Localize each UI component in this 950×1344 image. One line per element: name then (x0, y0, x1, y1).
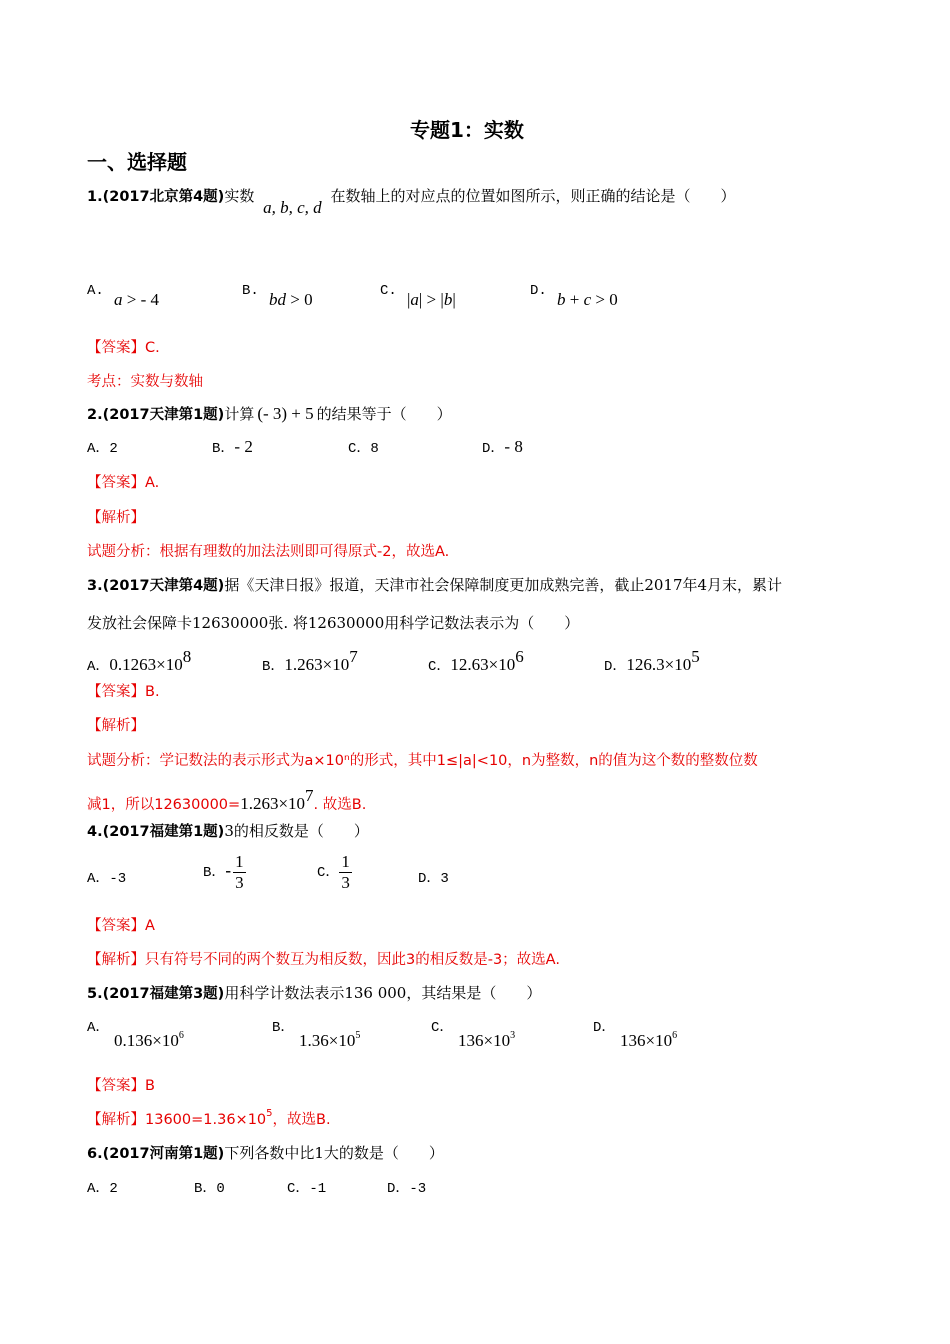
q3-analysis-line1: 试题分析：学记数法的表示形式为a×10ⁿ的形式，其中1≤|a|<10，n为整数，n的值为这个数的整数位数 (87, 753, 758, 769)
fraction: $\frac{1}{3}$ (235, 852, 244, 892)
question-number: 1. (87, 189, 103, 205)
question-3-line2: 发放社会保障卡12630000张. 将12630000用科学记数法表示为（ ） (87, 614, 580, 632)
q6-option-d: D．-3 (387, 1181, 427, 1197)
question-6 (87, 1142, 444, 1163)
q5-option-c-label: C． (431, 1020, 454, 1036)
q6-option-c: C．-1 (287, 1181, 327, 1197)
question-text: 实数 (224, 187, 255, 205)
q6-option-a: A．2 (87, 1181, 118, 1197)
q5-option-d: $136\times 10^6$ (620, 1030, 678, 1050)
q5-option-b: $1.36\times 10^5$ (299, 1030, 361, 1050)
q5-option-d-label: D． (593, 1020, 616, 1036)
question-number: 5. (87, 986, 103, 1002)
q1-answer: 【答案】C. (87, 340, 160, 356)
question-expression: (- 3) + 5 (257, 404, 314, 423)
q1-option-c-label: C. (380, 283, 397, 299)
q4-analysis: 【解析】只有符号不同的两个数互为相反数，因此3的相反数是-3；故选A. (87, 952, 560, 968)
q5-option-a-label: A． (87, 1020, 110, 1036)
q5-option-a: $0.136\times 10^6$ (114, 1030, 184, 1050)
q3-analysis-line2: 减1，所以$12630000=1.263\times 10^7$. 故选B. (87, 786, 367, 813)
q1-option-a: a > - 4 (114, 290, 159, 309)
question-text: 计算 (224, 405, 255, 423)
q4-option-a: A．-3 (87, 871, 127, 887)
question-text: 据《天津日报》报道，天津市社会保障制度更加成熟完善，截止2017年4月末，累计 (224, 576, 783, 594)
q3-answer: 【答案】B. (87, 684, 160, 700)
q5-analysis: 【解析】$13600=1.36\times 10^5$，故选B. (87, 1108, 331, 1128)
q1-option-c: |a| > |b| (407, 290, 456, 309)
question-number: 2. (87, 407, 103, 423)
question-number: 6. (87, 1146, 103, 1162)
question-2 (87, 403, 452, 424)
question-source: (2017天津第4题) (102, 578, 225, 594)
question-source: (2017福建第1题) (102, 824, 225, 840)
q1-option-a-label: A. (87, 283, 104, 299)
q2-analysis: 试题分析：根据有理数的加法法则即可得原式-2，故选A. (87, 544, 450, 560)
q2-option-a: A．2 (87, 441, 118, 457)
q6-option-b: B．0 (194, 1181, 225, 1197)
q4-answer: 【答案】A (87, 918, 155, 934)
question-source: (2017天津第1题) (102, 407, 225, 423)
q3-option-d: D．$126.3\times 10^5$ (604, 647, 700, 675)
q5-option-b-label: B． (272, 1020, 295, 1036)
question-source: (2017福建第3题) (102, 986, 225, 1002)
q2-option-d: D．- 8 (482, 437, 523, 457)
question-text: 下列各数中比1大的数是（ ） (224, 1144, 444, 1162)
q1-option-b: bd > 0 (269, 290, 313, 309)
question-text-tail: 在数轴上的对应点的位置如图所示，则正确的结论是（ ） (330, 187, 736, 205)
question-source: (2017北京第4题) (102, 189, 225, 205)
q2-analysis-label: 【解析】 (87, 510, 145, 526)
question-5 (87, 982, 541, 1003)
q4-option-d: D．3 (418, 871, 449, 887)
q2-answer: 【答案】A. (87, 475, 160, 491)
q3-option-c: C．$12.63\times 10^6$ (428, 647, 524, 675)
q1-option-d: b + c > 0 (557, 290, 618, 309)
q2-option-b: B．- 2 (212, 437, 253, 457)
q1-option-d-label: D. (530, 283, 547, 299)
q3-option-a: A．$0.1263\times 10^8$ (87, 647, 192, 675)
q5-option-c: $136\times 10^3$ (458, 1030, 516, 1050)
question-text: 3的相反数是（ ） (224, 822, 369, 840)
question-variables: a, b, c, d (263, 198, 322, 217)
q1-note: 考点：实数与数轴 (87, 374, 203, 390)
question-number: 4. (87, 824, 103, 840)
q4-option-c: C． $\frac{1}{3}$ (317, 852, 350, 892)
q4-option-b: B．- $\frac{1}{3}$ (203, 852, 244, 892)
q1-option-b-label: B. (242, 283, 259, 299)
question-4 (87, 820, 369, 841)
question-number: 3. (87, 578, 103, 594)
page-title: 专题1：实数 (410, 118, 524, 142)
question-source: (2017河南第1题) (102, 1146, 225, 1162)
q3-option-b: B．$1.263\times 10^7$ (262, 647, 358, 675)
q3-analysis-label: 【解析】 (87, 718, 145, 734)
question-1 (87, 185, 736, 217)
fraction: $\frac{1}{3}$ (341, 852, 350, 892)
q5-answer: 【答案】B (87, 1078, 155, 1094)
section-heading: 一、选择题 (87, 150, 187, 174)
question-text-tail: 的结果等于（ ） (316, 405, 452, 423)
question-text: 用科学计数法表示136 000，其结果是（ ） (224, 984, 542, 1002)
q2-option-c: C．8 (348, 441, 379, 457)
question-3 (87, 574, 782, 595)
